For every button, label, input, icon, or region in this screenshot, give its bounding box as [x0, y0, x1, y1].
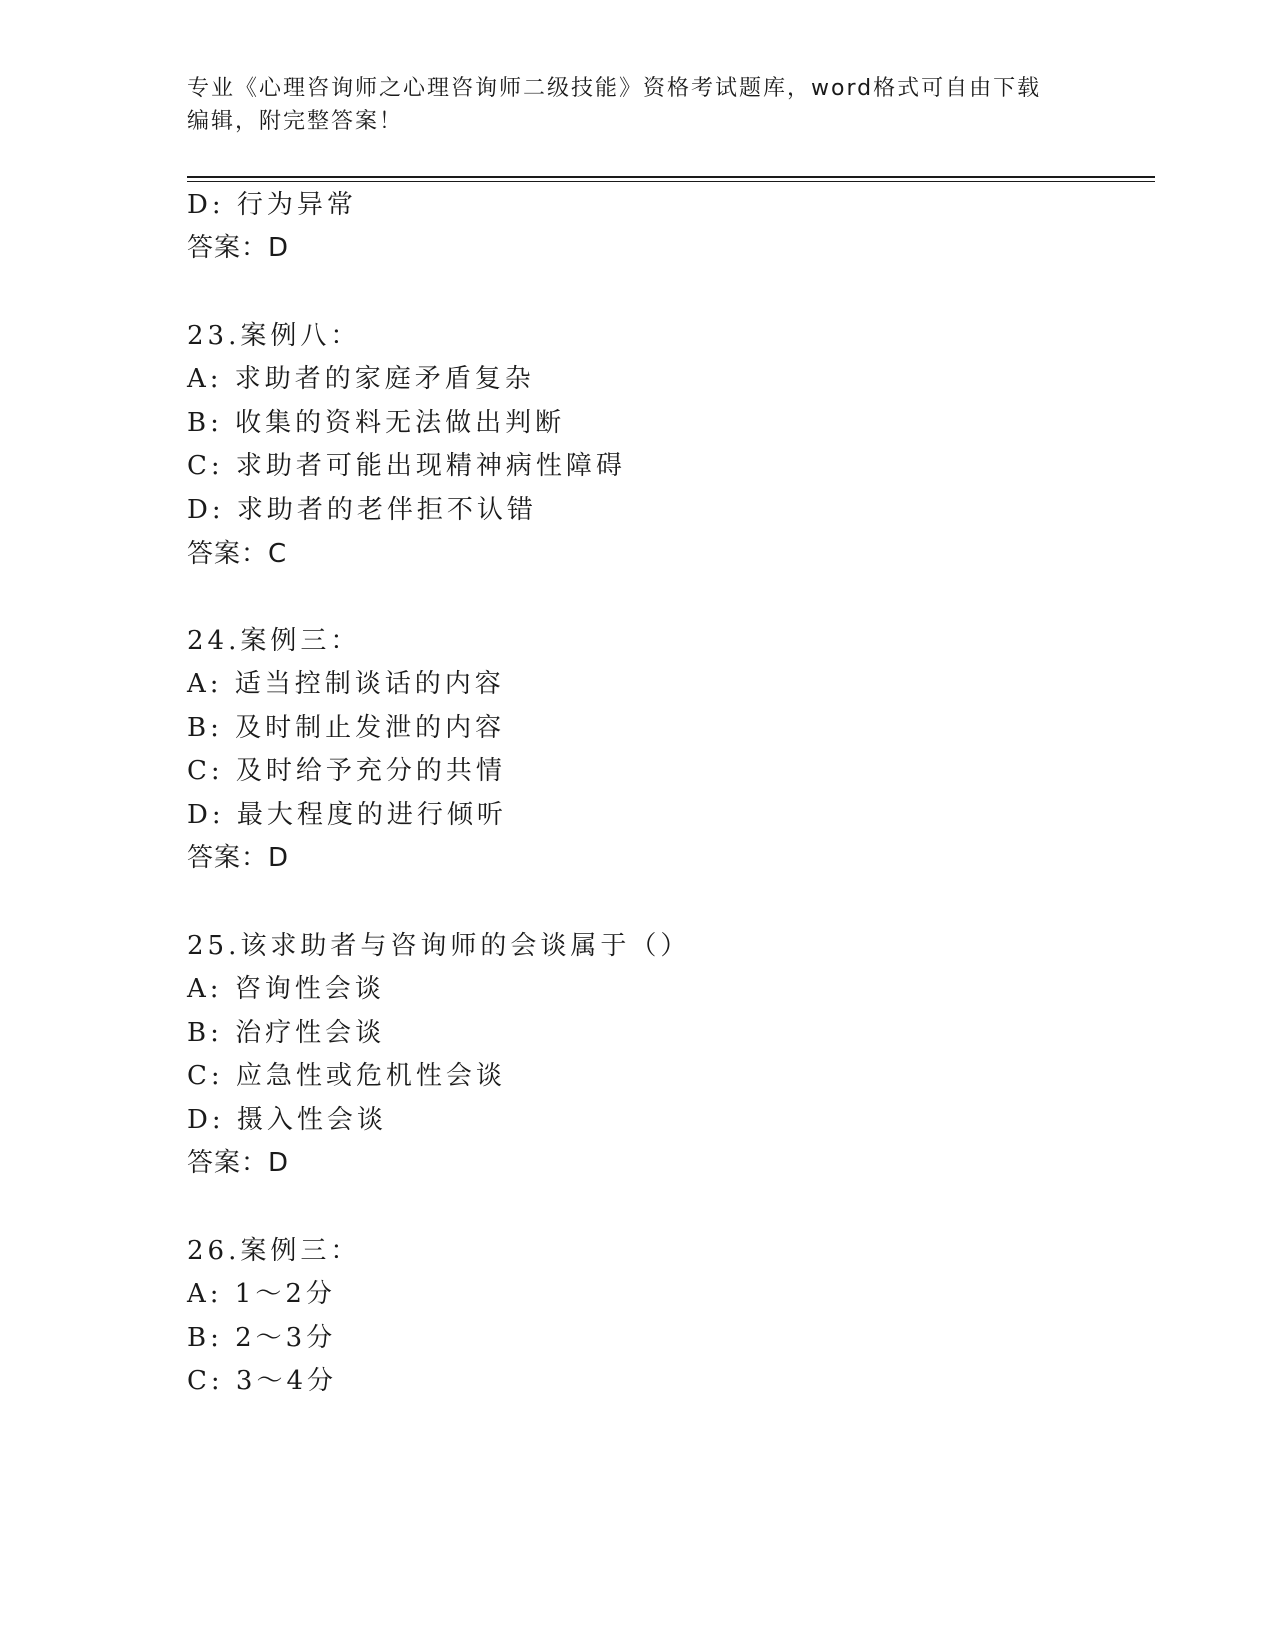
q24-option-b: B: 及时制止发泄的内容 — [187, 713, 506, 743]
document-header — [187, 72, 1067, 138]
q26-option-c: C: 3～4分 — [187, 1366, 338, 1396]
q24-option-a: A: 适当控制谈话的内容 — [187, 669, 505, 699]
q25-title: 25.该求助者与咨询师的会谈属于（） — [187, 931, 691, 961]
q25-option-d: D: 摄入性会谈 — [187, 1105, 387, 1135]
q24-option-c: C: 及时给予充分的共情 — [187, 756, 506, 786]
q23-option-d: D: 求助者的老伴拒不认错 — [187, 495, 537, 525]
header-rule-thin — [187, 181, 1155, 182]
q24-title: 24.案例三： — [187, 626, 361, 656]
q23-option-a: A: 求助者的家庭矛盾复杂 — [187, 364, 535, 394]
q26-option-b: B: 2～3分 — [187, 1323, 337, 1353]
header-line-2: 编辑，附完整答案！ — [187, 109, 404, 134]
q25-option-a: A: 咨询性会谈 — [187, 974, 385, 1004]
prev-answer: 答案：D — [187, 233, 290, 263]
q23-title: 23.案例八： — [187, 321, 361, 351]
q23-option-b: B: 收集的资料无法做出判断 — [187, 408, 566, 438]
header-line-1: 专业《心理咨询师之心理咨询师二级技能》资格考试题库，word格式可自由下载 — [187, 76, 1042, 101]
q26-option-a: A: 1～2分 — [187, 1279, 336, 1309]
q24-option-d: D: 最大程度的进行倾听 — [187, 800, 507, 830]
q23-answer: 答案：C — [187, 539, 288, 569]
prev-option-d: D: 行为异常 — [187, 190, 357, 220]
q26-title: 26.案例三： — [187, 1236, 361, 1266]
q23-option-c: C: 求助者可能出现精神病性障碍 — [187, 451, 626, 481]
q24-answer: 答案：D — [187, 843, 290, 873]
header-rule-thick — [187, 176, 1155, 178]
q25-answer: 答案：D — [187, 1148, 290, 1178]
q25-option-b: B: 治疗性会谈 — [187, 1018, 386, 1048]
q25-option-c: C: 应急性或危机性会谈 — [187, 1061, 506, 1091]
